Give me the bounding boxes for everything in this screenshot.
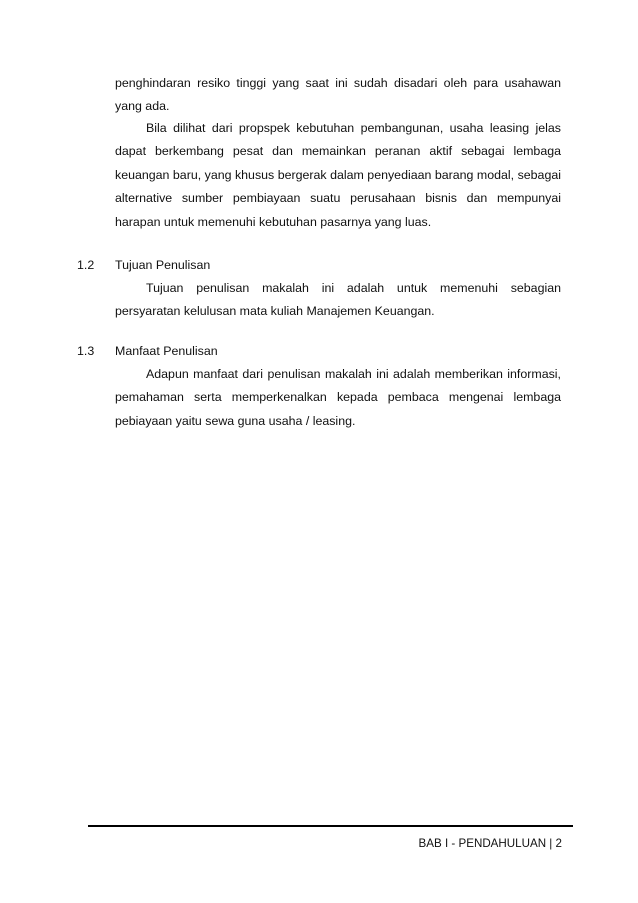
paragraph-tujuan: Tujuan penulisan makalah ini adalah untuk memenuhi sebagian persyaratan kelulusan mata kuliah Manajemen Keuangan. — [115, 281, 561, 319]
section-number: 1.2 — [77, 258, 95, 272]
section-heading-1-3 — [77, 340, 218, 363]
paragraph-manfaat: Adapun manfaat dari penulisan makalah ini adalah memberikan informasi, pemahaman serta memperkenalkan kepada pembaca mengenai lembaga pebiayaan yaitu sewa guna usaha / leasing. — [115, 367, 561, 428]
paragraph-continuation: penghindaran resiko tinggi yang saat ini sudah disadari oleh para usahawan yang ada. — [115, 76, 561, 114]
paragraph-prospek: Bila dilihat dari propspek kebutuhan pembangunan, usaha leasing jelas dapat berkembang pesat dan memainkan peranan aktif sebagai lembaga keuangan baru, yang khusus bergerak dalam penyediaan barang modal, sebagai alternative sumber pembiayaan suatu perusahaan bisnis dan mempunyai harapan untuk memenuhi kebutuhan pasarnya yang luas. — [115, 121, 561, 229]
footer-divider — [88, 825, 573, 827]
section-number: 1.3 — [77, 344, 95, 358]
section-title: Manfaat Penulisan — [115, 344, 218, 358]
section-heading-1-2 — [77, 254, 210, 277]
page-footer: BAB I - PENDAHULUAN | 2 — [418, 837, 562, 850]
section-title: Tujuan Penulisan — [115, 258, 211, 272]
